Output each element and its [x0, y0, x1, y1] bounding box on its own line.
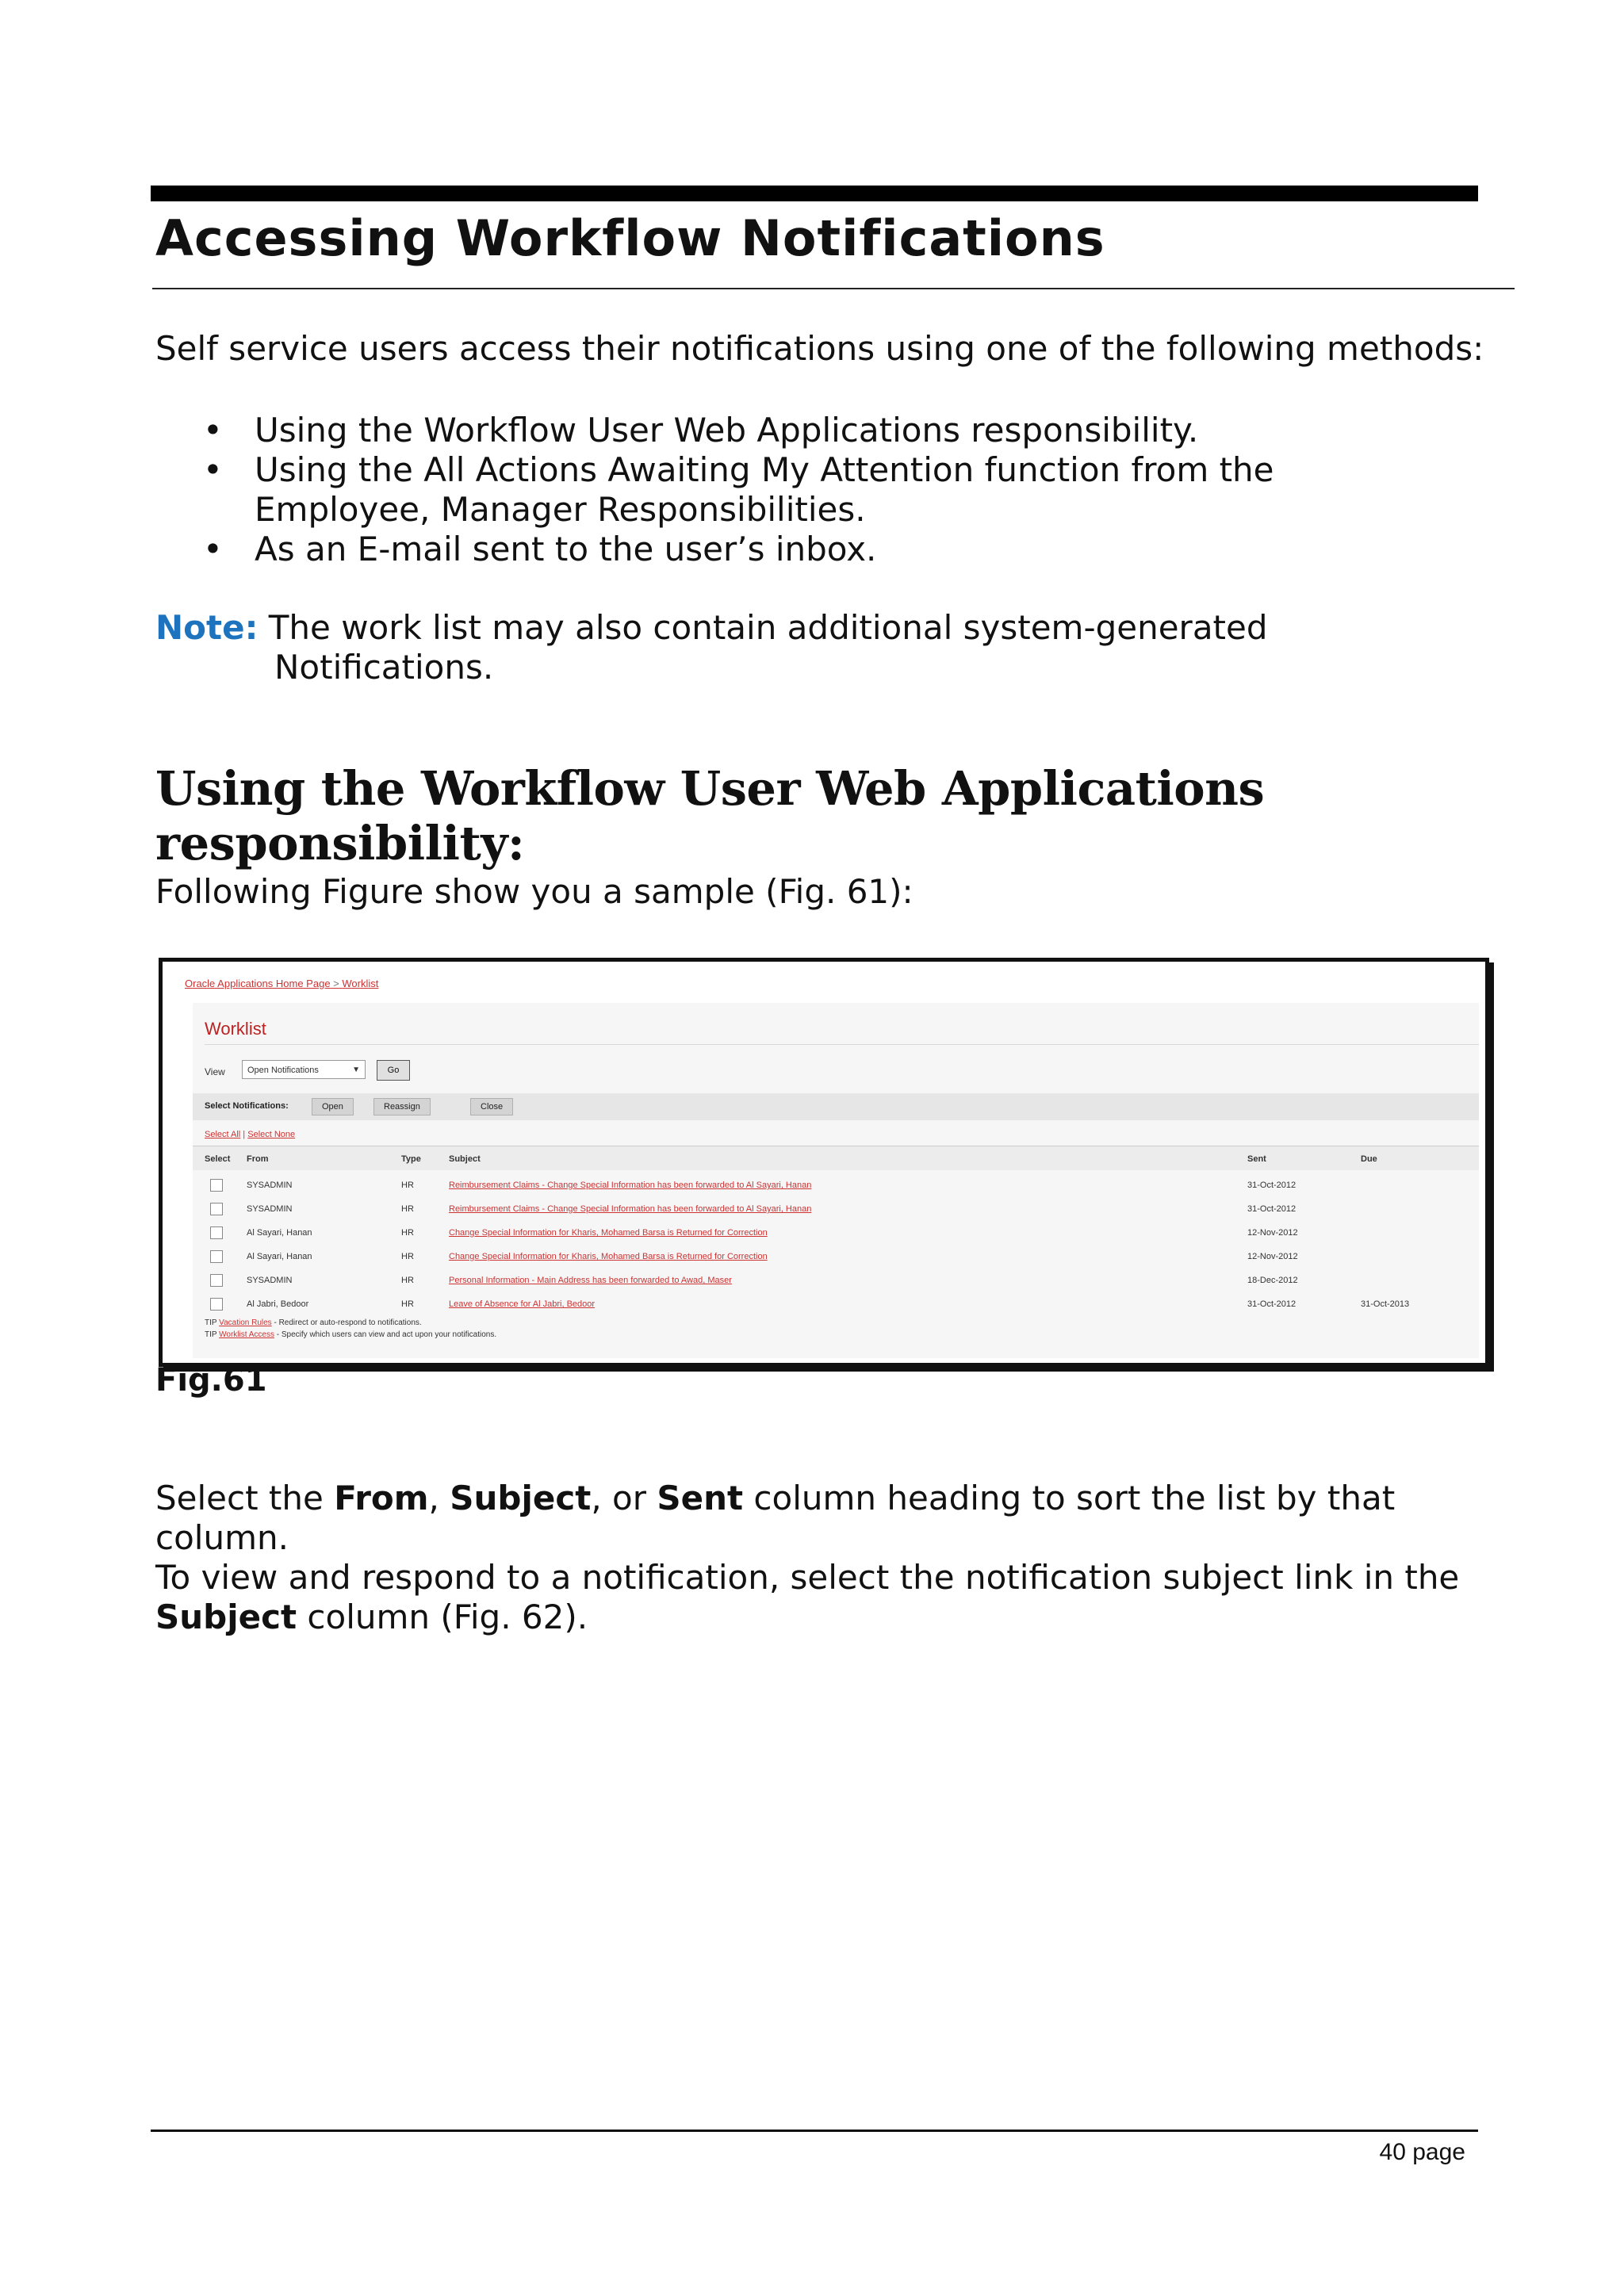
footer-rule [151, 2130, 1478, 2132]
row-due: 31-Oct-2013 [1361, 1299, 1410, 1309]
subject-term: Subject [155, 1598, 297, 1636]
table-row [193, 1246, 1479, 1269]
top-rule [151, 186, 1478, 201]
note-text-line1: The work list may also contain additional system-generated [268, 608, 1268, 647]
bullet-icon: • [203, 530, 223, 568]
row-type: HR [401, 1228, 414, 1238]
row-from: SYSADMIN [247, 1276, 293, 1285]
page-number: 40 page [1379, 2139, 1465, 2165]
row-sent: 31-Oct-2012 [1247, 1299, 1297, 1309]
list-item [155, 450, 1452, 530]
select-links: Select All | Select None [205, 1130, 296, 1139]
row-checkbox[interactable] [210, 1250, 223, 1263]
text: Select the [155, 1479, 335, 1517]
figure-content [169, 966, 1479, 1358]
row-checkbox[interactable] [210, 1298, 223, 1311]
row-from: Al Sayari, Hanan [247, 1228, 312, 1238]
actions-bar [193, 1093, 1479, 1120]
text: column (Fig. 62). [297, 1598, 588, 1636]
note [155, 608, 1268, 687]
go-button[interactable]: Go [377, 1060, 410, 1081]
vacation-rules-link[interactable]: Vacation Rules [219, 1318, 272, 1327]
close-button[interactable]: Close [470, 1098, 513, 1115]
row-type: HR [401, 1181, 414, 1190]
row-subject-link[interactable]: Reimbursement Claims - Change Special Information has been forwarded to Al Sayari, Hanan [449, 1204, 812, 1214]
row-checkbox[interactable] [210, 1179, 223, 1192]
row-sent: 31-Oct-2012 [1247, 1204, 1297, 1214]
row-subject-link[interactable]: Reimbursement Claims - Change Special Information has been forwarded to Al Sayari, Hanan [449, 1181, 812, 1190]
row-from: SYSADMIN [247, 1181, 293, 1190]
methods-list [155, 411, 1452, 569]
breadcrumb-home-link[interactable]: Oracle Applications Home Page [185, 978, 331, 989]
text: , [428, 1479, 450, 1517]
worklist-access-link[interactable]: Worklist Access [219, 1330, 274, 1339]
view-select-value: Open Notifications [247, 1066, 319, 1075]
row-subject-link[interactable]: Change Special Information for Kharis, Mohamed Barsa is Returned for Correction [449, 1228, 768, 1238]
sort-instructions [155, 1479, 1503, 1637]
note-label: Note: [155, 608, 259, 647]
tip-prefix: TIP [205, 1330, 220, 1339]
view-label: View [205, 1066, 225, 1077]
chevron-down-icon: ▼ [352, 1066, 360, 1074]
list-item [155, 530, 1452, 569]
row-subject-link[interactable]: Personal Information - Main Address has been forwarded to Awad, Maser [449, 1276, 732, 1285]
breadcrumb-separator: > [330, 978, 343, 989]
row-sent: 12-Nov-2012 [1247, 1228, 1298, 1238]
text: , or [591, 1479, 657, 1517]
tip-text: - Redirect or auto-respond to notifications. [271, 1318, 422, 1327]
breadcrumb [185, 978, 378, 989]
tip-vacation [205, 1317, 496, 1329]
section-heading: Using the Workflow User Web Applications responsibility: [155, 761, 1265, 871]
worklist-panel [193, 1003, 1479, 1358]
tip-text: - Specify which users can view and act upon your notifications. [274, 1330, 497, 1339]
text: To view and respond to a notification, select the notification subject link in the [155, 1558, 1460, 1597]
list-item [155, 411, 1452, 450]
worklist-title: Worklist [205, 1019, 266, 1039]
row-checkbox[interactable] [210, 1274, 223, 1287]
worklist-figure [159, 958, 1489, 1367]
col-sent-header[interactable]: Sent [1247, 1154, 1266, 1164]
row-type: HR [401, 1252, 414, 1261]
reassign-button[interactable]: Reassign [373, 1098, 431, 1115]
breadcrumb-current[interactable]: Worklist [342, 978, 379, 989]
table-row [193, 1293, 1479, 1317]
select-all-link[interactable]: Select All [205, 1130, 241, 1139]
note-text-line2: Notifications. [274, 648, 494, 687]
intro-text: Self service users access their notifications using one of the following methods: [155, 329, 1484, 368]
table-row [193, 1222, 1479, 1246]
subject-term: Subject [450, 1479, 592, 1517]
text: column heading to sort the list by that column. [155, 1479, 1396, 1557]
tips [205, 1317, 496, 1341]
table-row [193, 1174, 1479, 1198]
title-rule [152, 288, 1515, 289]
sent-term: Sent [657, 1479, 744, 1517]
table-header [193, 1146, 1479, 1170]
row-checkbox[interactable] [210, 1226, 223, 1239]
row-from: Al Jabri, Bedoor [247, 1299, 309, 1309]
col-due-header[interactable]: Due [1361, 1154, 1377, 1164]
worklist-title-rule [205, 1044, 1479, 1045]
row-sent: 31-Oct-2012 [1247, 1181, 1297, 1190]
table-row [193, 1198, 1479, 1222]
col-subject-header[interactable]: Subject [449, 1154, 481, 1164]
select-notifications-label: Select Notifications: [205, 1101, 289, 1111]
row-from: SYSADMIN [247, 1204, 293, 1214]
row-subject-link[interactable]: Leave of Absence for Al Jabri, Bedoor [449, 1299, 596, 1309]
view-select[interactable] [242, 1060, 366, 1079]
page-title: Accessing Workflow Notifications [155, 209, 1105, 267]
from-term: From [334, 1479, 429, 1517]
row-checkbox[interactable] [210, 1203, 223, 1215]
list-item-text: Using the All Actions Awaiting My Attention function from the Employee, Manager Responsibilities. [255, 450, 1274, 529]
list-item-text: Using the Workflow User Web Applications responsibility. [255, 411, 1199, 450]
bullet-icon: • [203, 411, 223, 450]
select-none-link[interactable]: Select None [247, 1130, 296, 1139]
tip-worklist-access [205, 1329, 496, 1341]
row-type: HR [401, 1299, 414, 1309]
table-row [193, 1269, 1479, 1293]
col-from-header[interactable]: From [247, 1154, 269, 1164]
figure-caption: Fig.61 [155, 1362, 267, 1399]
bullet-icon: • [203, 450, 223, 489]
following-text: Following Figure show you a sample (Fig. 61): [155, 872, 914, 911]
open-button[interactable]: Open [312, 1098, 354, 1115]
row-type: HR [401, 1276, 414, 1285]
tip-prefix: TIP [205, 1318, 220, 1327]
row-subject-link[interactable]: Change Special Information for Kharis, Mohamed Barsa is Returned for Correction [449, 1252, 768, 1261]
list-item-text: As an E-mail sent to the user’s inbox. [255, 530, 877, 568]
row-type: HR [401, 1204, 414, 1214]
col-select-header: Select [205, 1154, 231, 1164]
row-sent: 12-Nov-2012 [1247, 1252, 1298, 1261]
row-sent: 18-Dec-2012 [1247, 1276, 1298, 1285]
row-from: Al Sayari, Hanan [247, 1252, 312, 1261]
col-type-header[interactable]: Type [401, 1154, 421, 1164]
